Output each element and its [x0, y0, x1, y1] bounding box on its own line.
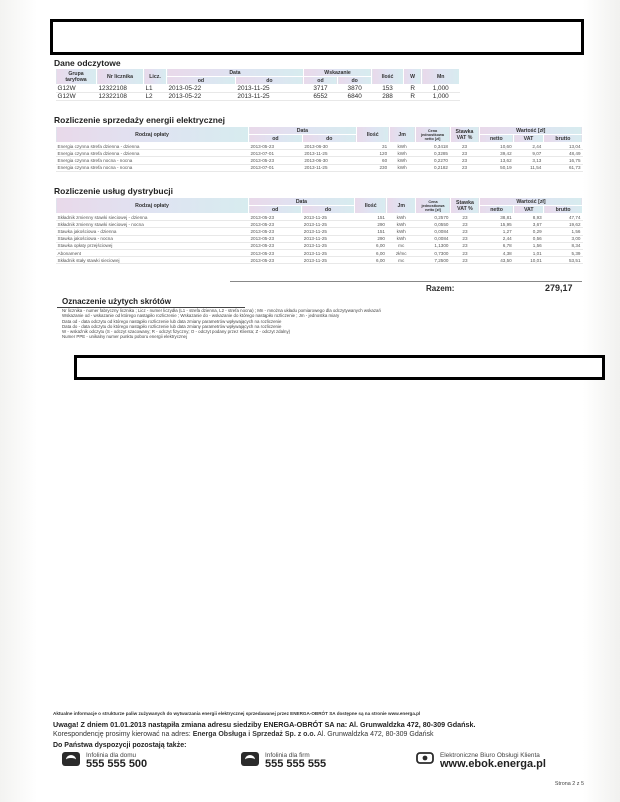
- cell-ilosc: 290: [354, 235, 387, 242]
- cell-stawka: 23: [450, 143, 479, 150]
- cell-do: 2013-11-25: [302, 164, 356, 171]
- cell-od: 2013-05-23: [249, 235, 302, 242]
- cell-od: 2013-05-23: [249, 249, 302, 256]
- col-rodzaj: Rodzaj opłaty: [56, 127, 249, 143]
- cell-rodzaj: Stawka opłaty przejściowej: [56, 242, 249, 249]
- cell-od: 2013-05-23: [249, 257, 302, 264]
- col-data-od: od: [167, 77, 236, 85]
- cell-jm: kWh: [389, 143, 415, 150]
- cell-rodzaj: Energia czynna strefa nocna - nocna: [56, 157, 249, 164]
- cell-netto: 6,78: [479, 242, 513, 249]
- cell-vat: 2,44: [514, 143, 544, 150]
- cell-brutto: 13,04: [543, 143, 582, 150]
- cell-do: 2013-11-25: [302, 257, 355, 264]
- cell-netto: 10,60: [479, 143, 514, 150]
- infolinia-dom: [62, 752, 147, 770]
- col-netto: netto: [479, 135, 514, 143]
- cell-grupa: G12W: [56, 85, 97, 93]
- cell-rodzaj: Składnik stały stawki sieciowej: [56, 257, 249, 264]
- cell-stawka: 23: [450, 164, 479, 171]
- cell-ilosc: 288: [372, 93, 404, 101]
- cell-vat: 0,29: [514, 228, 544, 235]
- cell-jm: kWh: [387, 235, 416, 242]
- cell-wsk-do: 6840: [338, 93, 372, 101]
- col-stawka: Stawka VAT %: [450, 198, 479, 214]
- cell-cena: 0,2270: [415, 157, 450, 164]
- distribution-table: [55, 197, 583, 264]
- cell-cena: 7,2500: [415, 257, 450, 264]
- footer-warning: Uwaga! Z dniem 01.01.2013 nastąpiła zmiana adresu siedziby ENERGA-OBRÓT SA na: Al. Grunwaldzka 472, 80-309 Gdańsk.: [53, 720, 476, 729]
- cell-mn: 1,000: [422, 93, 460, 101]
- firm-line-number: 555 555 555: [265, 758, 327, 770]
- cell-cena: 1,1300: [415, 242, 450, 249]
- col-licz: Licz.: [144, 69, 167, 85]
- col-mn: Mn: [422, 69, 460, 85]
- readings-section-title: Dane odczytowe: [54, 58, 121, 68]
- cell-od: 2013-05-22: [167, 93, 236, 101]
- cell-stawka: 23: [450, 214, 479, 221]
- firm-line-label: Infolinia dla firm: [265, 752, 310, 759]
- cell-do: 2013-11-25: [302, 214, 355, 221]
- cell-wsk-do: 3870: [338, 85, 372, 93]
- cell-ilosc: 60: [356, 157, 389, 164]
- cell-rodzaj: Energia czynna strefa nocna - nocna: [56, 164, 249, 171]
- cell-cena: 0,3418: [415, 143, 450, 150]
- cell-brutto: 1,56: [544, 228, 583, 235]
- col-ilosc: Ilość: [356, 127, 389, 143]
- cell-rodzaj: Składnik zmienny stawki sieciowej - dzienna: [56, 214, 249, 221]
- cell-ilosc: 153: [372, 85, 404, 93]
- col-vat: VAT: [514, 206, 544, 214]
- cell-do: 2013-06-30: [302, 157, 356, 164]
- col-data-do: do: [235, 77, 303, 85]
- cell-vat: 1,56: [514, 242, 544, 249]
- cell-cena: 0,0084: [415, 228, 450, 235]
- cell-do: 2013-11-25: [302, 249, 355, 256]
- cell-mn: 1,000: [422, 85, 460, 93]
- col-wartosc: Wartość [zł]: [479, 198, 582, 206]
- cell-stawka: 23: [450, 249, 479, 256]
- cell-do: 2013-11-25: [302, 150, 356, 157]
- cell-vat: 9,07: [514, 150, 544, 157]
- legend-line: Data od - data odczytu od którego nastąpiło rozliczenie lub data zmiany parametrów wpływających na rozliczenie: [62, 318, 282, 324]
- table-row: [56, 235, 583, 242]
- col-data: Data: [167, 69, 304, 77]
- cell-netto: 15,95: [479, 221, 513, 228]
- table-row: [56, 221, 583, 228]
- corr-company: Energa Obsługa i Sprzedaż Sp. z o.o.: [192, 731, 316, 738]
- cell-brutto: 3,00: [544, 235, 583, 242]
- col-jm: Jm: [389, 127, 415, 143]
- table-row: [56, 214, 583, 221]
- footer-info: Aktualne informacje o strukturze paliw zużywanych do wytwarzania energii elektrycznej sprzedawanej przez ENERGA-OBRÓT SA dostępne są na stronie www.energa.pl: [53, 711, 421, 716]
- cell-stawka: 23: [450, 157, 479, 164]
- cell-w: R: [403, 85, 422, 93]
- legend-line: Data do - data odczytu do którego nastąpiło rozliczenie lub data zmiany parametrów wpływających na rozliczenie: [62, 323, 282, 329]
- cell-brutto: 19,62: [544, 221, 583, 228]
- cell-vat: 3,13: [514, 157, 544, 164]
- total-value: 279,17: [545, 283, 573, 293]
- ebok-label: Elektroniczne Biuro Obsługi Klienta: [440, 752, 540, 759]
- cell-brutto: 8,34: [544, 242, 583, 249]
- cell-do: 2013-11-25: [302, 235, 355, 242]
- col-brutto: brutto: [543, 135, 582, 143]
- col-nr-licznika: Nr licznika: [97, 69, 144, 85]
- cell-brutto: 5,39: [544, 249, 583, 256]
- col-jm: Jm: [387, 198, 416, 214]
- legend-line: W - wskaźnik odczytu (S - odczyt szacowany; R - odczyt fizyczny; O - odczyt podany przez Klienta; Z - odczyt zdalny): [62, 329, 291, 335]
- monitor-icon: [416, 752, 434, 766]
- cell-brutto: 48,49: [543, 150, 582, 157]
- ebok-url[interactable]: www.ebok.energa.pl: [440, 758, 546, 770]
- cell-jm: kWh: [389, 164, 415, 171]
- cell-netto: 38,81: [479, 214, 513, 221]
- cell-jm: kWh: [389, 157, 415, 164]
- cell-ilosc: 290: [354, 221, 387, 228]
- ebok: [416, 752, 546, 770]
- cell-cena: 0,7300: [415, 249, 450, 256]
- cell-netto: 13,62: [479, 157, 514, 164]
- col-ilosc: Ilość: [354, 198, 387, 214]
- cell-od: 2013-05-23: [249, 157, 303, 164]
- cell-grupa: G12W: [56, 93, 97, 101]
- cell-brutto: 53,51: [544, 257, 583, 264]
- cell-od: 2013-05-23: [249, 143, 303, 150]
- cell-jm: kWh: [387, 214, 416, 221]
- cell-vat: 1,01: [514, 249, 544, 256]
- table-row: [56, 157, 583, 164]
- col-ilosc: Ilość: [372, 69, 404, 85]
- col-od: od: [249, 135, 303, 143]
- col-vat: VAT: [514, 135, 544, 143]
- col-wskazanie: Wskazanie: [303, 69, 371, 77]
- readings-table: [55, 68, 460, 101]
- cell-cena: 0,0550: [415, 221, 450, 228]
- cell-do: 2013-11-25: [302, 221, 355, 228]
- col-stawka: Stawka VAT %: [450, 127, 479, 143]
- cell-brutto: 47,74: [544, 214, 583, 221]
- cell-netto: 2,44: [479, 235, 513, 242]
- cell-jm: zł/mc: [387, 249, 416, 256]
- cell-do: 2013-06-30: [302, 143, 356, 150]
- cell-wsk-od: 3717: [303, 85, 337, 93]
- legend-title: Oznaczenie użytych skrótów: [62, 297, 171, 306]
- cell-do: 2013-11-25: [235, 93, 303, 101]
- cell-ilosc: 6,00: [354, 249, 387, 256]
- cell-stawka: 23: [450, 235, 479, 242]
- energy-section-title: Rozliczenie sprzedaży energii elektrycznej: [54, 115, 226, 125]
- cell-stawka: 23: [450, 228, 479, 235]
- legend-line: Nr licznika - numer fabryczny licznika ; Licz - numer liczydła (L1 - strefa dzienna, L2 - strefa nocna) ; Mn - mnożna układu pomiarowego dla odczytywanych wskazań: [62, 308, 381, 313]
- cell-od: 2013-05-22: [167, 85, 236, 93]
- cell-od: 2013-05-23: [249, 242, 302, 249]
- table-row: [56, 143, 583, 150]
- table-row: [56, 257, 583, 264]
- cell-rodzaj: Stawka jakościowa - dzienna: [56, 228, 249, 235]
- col-cena: Cena jednostkowa netto [zł]: [415, 198, 450, 214]
- legend-line: Wskazanie od - wskazanie od którego nastąpiło rozliczenie ; Wskazanie do - wskazanie do którego nastąpiło rozliczenie ; Jm - jednostka miary: [62, 313, 340, 319]
- col-wartosc: Wartość [zł]: [479, 127, 583, 135]
- legend-line: Numer PPE - unikalny numer punktu poboru energii elektrycznej: [62, 334, 187, 340]
- cell-jm: kWh: [387, 221, 416, 228]
- cell-cena: 0,0084: [415, 235, 450, 242]
- infolinia-firmy: [241, 752, 326, 770]
- redacted-mid-box: [74, 355, 605, 380]
- cell-stawka: 23: [450, 242, 479, 249]
- col-wsk-od: od: [303, 77, 337, 85]
- cell-ilosc: 6,00: [354, 242, 387, 249]
- footer-correspondence: [53, 731, 434, 738]
- cell-wsk-od: 6552: [303, 93, 337, 101]
- col-netto: netto: [479, 206, 513, 214]
- cell-do: 2013-11-25: [235, 85, 303, 93]
- cell-jm: kWh: [387, 228, 416, 235]
- cell-rodzaj: Energia czynna strefa dzienna - dzienna: [56, 150, 249, 157]
- cell-vat: 0,56: [514, 235, 544, 242]
- cell-licz: L2: [144, 93, 167, 101]
- cell-brutto: 16,75: [543, 157, 582, 164]
- legend-text: [62, 308, 381, 340]
- table-row: [56, 249, 583, 256]
- corr-address: Al. Grunwaldzka 472, 80-309 Gdańsk: [315, 731, 434, 738]
- cell-ilosc: 151: [354, 228, 387, 235]
- cell-do: 2013-11-25: [302, 228, 355, 235]
- cell-vat: 10,01: [514, 257, 544, 264]
- phone-icon: [62, 752, 80, 766]
- cell-rodzaj: Abonament: [56, 249, 249, 256]
- cell-nr: 12322108: [97, 93, 144, 101]
- cell-jm: kWh: [389, 150, 415, 157]
- cell-stawka: 23: [450, 150, 479, 157]
- col-brutto: brutto: [544, 206, 583, 214]
- cell-brutto: 61,73: [543, 164, 582, 171]
- cell-vat: 8,93: [514, 214, 544, 221]
- table-row: [56, 242, 583, 249]
- cell-ilosc: 6,00: [354, 257, 387, 264]
- table-row: [56, 164, 583, 171]
- col-w: W: [403, 69, 422, 85]
- phone-icon: [241, 752, 259, 766]
- cell-stawka: 23: [450, 221, 479, 228]
- page-number: Strona 2 z 5: [554, 781, 584, 787]
- cell-od: 2013-07-01: [249, 150, 303, 157]
- cell-vat: 3,67: [514, 221, 544, 228]
- cell-stawka: 23: [450, 257, 479, 264]
- cell-netto: 39,42: [479, 150, 514, 157]
- cell-ilosc: 151: [354, 214, 387, 221]
- cell-ilosc: 120: [356, 150, 389, 157]
- energy-table: [55, 126, 583, 172]
- col-grupa: Grupa taryfowa: [56, 69, 97, 85]
- corr-prefix: Korespondencję prosimy kierować na adres:: [53, 731, 193, 738]
- col-wsk-do: do: [338, 77, 372, 85]
- cell-nr: 12322108: [97, 85, 144, 93]
- cell-netto: 1,27: [479, 228, 513, 235]
- redacted-header-box: [50, 19, 584, 55]
- cell-ilosc: 31: [356, 143, 389, 150]
- table-row: [56, 228, 583, 235]
- col-data: Data: [249, 127, 357, 135]
- home-line-label: Infolinia dla domu: [86, 752, 137, 759]
- cell-cena: 0,2570: [415, 214, 450, 221]
- home-line-number: 555 555 500: [86, 758, 148, 770]
- table-row: [56, 150, 583, 157]
- cell-netto: 4,38: [479, 249, 513, 256]
- distribution-section-title: Rozliczenie usług dystrybucji: [54, 186, 174, 196]
- cell-netto: 43,50: [479, 257, 513, 264]
- cell-cena: 0,2182: [415, 164, 450, 171]
- cell-od: 2013-05-23: [249, 228, 302, 235]
- cell-ilosc: 230: [356, 164, 389, 171]
- table-row: [56, 93, 460, 101]
- cell-rodzaj: Energia czynna strefa dzienna - dzienna: [56, 143, 249, 150]
- cell-od: 2013-07-01: [249, 164, 303, 171]
- total-rule: [230, 281, 582, 282]
- col-rodzaj: Rodzaj opłaty: [56, 198, 249, 214]
- col-do: do: [302, 206, 355, 214]
- col-data: Data: [249, 198, 355, 206]
- footer-available: Do Państwa dyspozycji pozostają także:: [53, 742, 187, 749]
- cell-rodzaj: Składnik zmienny stawki sieciowej - nocna: [56, 221, 249, 228]
- cell-jm: mc: [387, 242, 416, 249]
- cell-netto: 50,19: [479, 164, 514, 171]
- col-do: do: [302, 135, 356, 143]
- col-cena: Cena jednostkowa netto [zł]: [415, 127, 450, 143]
- cell-do: 2013-11-25: [302, 242, 355, 249]
- cell-cena: 0,3285: [415, 150, 450, 157]
- table-row: [56, 85, 460, 93]
- cell-od: 2013-05-23: [249, 214, 302, 221]
- cell-jm: mc: [387, 257, 416, 264]
- total-label: Razem:: [426, 284, 455, 293]
- cell-w: R: [403, 93, 422, 101]
- cell-rodzaj: Stawka jakościowa - nocna: [56, 235, 249, 242]
- col-od: od: [249, 206, 302, 214]
- cell-od: 2013-05-23: [249, 221, 302, 228]
- cell-vat: 11,54: [514, 164, 544, 171]
- cell-licz: L1: [144, 85, 167, 93]
